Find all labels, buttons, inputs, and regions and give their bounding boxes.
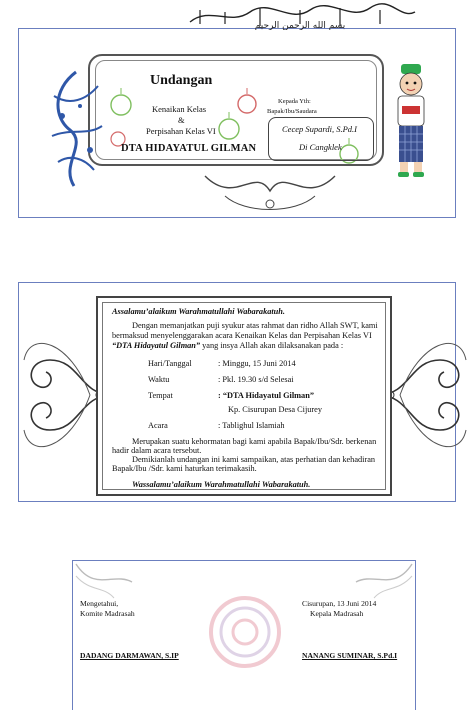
ornament-ball-icon [218, 112, 240, 142]
calligraphy-ornament-icon [40, 66, 112, 194]
cover-organization: DTA HIDAYATUL GILMAN [121, 143, 257, 154]
detail-value-place: : “DTA Hidayatul Gilman” [218, 391, 314, 400]
boy-illustration-icon [390, 62, 432, 180]
bottom-ornament-icon [195, 166, 345, 216]
intro-line-3 [112, 342, 343, 350]
farewell: Wassalamu’alaikum Warahmatullahi Wabarakatuh. [132, 480, 311, 489]
detail-label-place: Tempat [148, 391, 173, 400]
detail-label-time: Waktu [148, 375, 170, 384]
right-signer-label-1: Cisurupan, 13 Juni 2014 [302, 599, 377, 608]
bismillah-calligraphy [180, 2, 420, 30]
left-signer-name: DADANG DARMAWAN, S.IP [80, 651, 179, 660]
left-signer-label-1: Mengetahui, [80, 599, 119, 608]
detail-value-time: : Pkl. 19.30 s/d Selesai [218, 375, 294, 384]
detail-value-address: Kp. Cisurupan Desa Cijurey [228, 405, 323, 414]
ring-ornament-icon [205, 592, 285, 672]
detail-label-event: Acara [148, 421, 168, 430]
detail-value-date: : Minggu, 15 Juni 2014 [218, 359, 296, 368]
corner-ornament-icon [354, 562, 414, 602]
closing-line-1: Merupakan suatu kehormatan bagi kami apabila Bapak/Ibu/Sdr. berkenan [132, 437, 377, 446]
cover-title: Undangan [150, 73, 213, 88]
bismillah-text: بسم الله الرحمن الرحيم [254, 21, 346, 30]
ornament-ball-icon [236, 88, 258, 116]
recipient-name: Cecep Supardi, S.Pd.I [282, 124, 357, 134]
recipient-place: Di Cangklek [299, 142, 342, 152]
ornament-ball-icon [110, 88, 132, 118]
closing-line-3: Demikianlah undangan ini kami sampaikan, atas perhatian dan kehadiran [132, 455, 376, 464]
intro-line-2: bermaksud menyelenggarakan acara Kenaikan Kelas dan Perpisahan Kelas VI [112, 331, 372, 340]
greeting: Assalamu’alaikum Warahmatullahi Wabarakatuh. [112, 307, 285, 316]
intro-org: “DTA Hidayatul Gilman” [112, 341, 201, 350]
right-signer-label-2: Kepala Madrasah [310, 609, 364, 618]
right-signer-name: NANANG SUMINAR, S.Pd.I [302, 651, 398, 660]
left-signer-label-2: Komite Madrasah [80, 609, 135, 618]
closing-line-4: Bapak/Ibu /Sdr. kami haturkan terimakasih. [112, 464, 257, 473]
detail-value-event: : Tablighul Islamiah [218, 421, 285, 430]
recipient-sublabel: Bapak/Ibu/Saudara [267, 108, 317, 115]
cover-line-kenaikan: Kenaikan Kelas [152, 104, 207, 114]
cover-ampersand: & [178, 115, 185, 125]
cover-line-perpisahan: Perpisahan Kelas VI [146, 126, 216, 136]
recipient-label: Kepada Yth: [278, 98, 311, 105]
detail-label-date: Hari/Tanggal [148, 359, 192, 368]
closing-line-2: hadir dalam acara tersebut. [112, 446, 202, 455]
corner-ornament-icon [74, 562, 134, 602]
intro-line-1: Dengan memanjatkan puji syukur atas rahmat dan ridho Allah SWT, kami [132, 321, 378, 330]
intro-rest: yang insya Allah akan dilaksanakan pada : [200, 341, 344, 350]
